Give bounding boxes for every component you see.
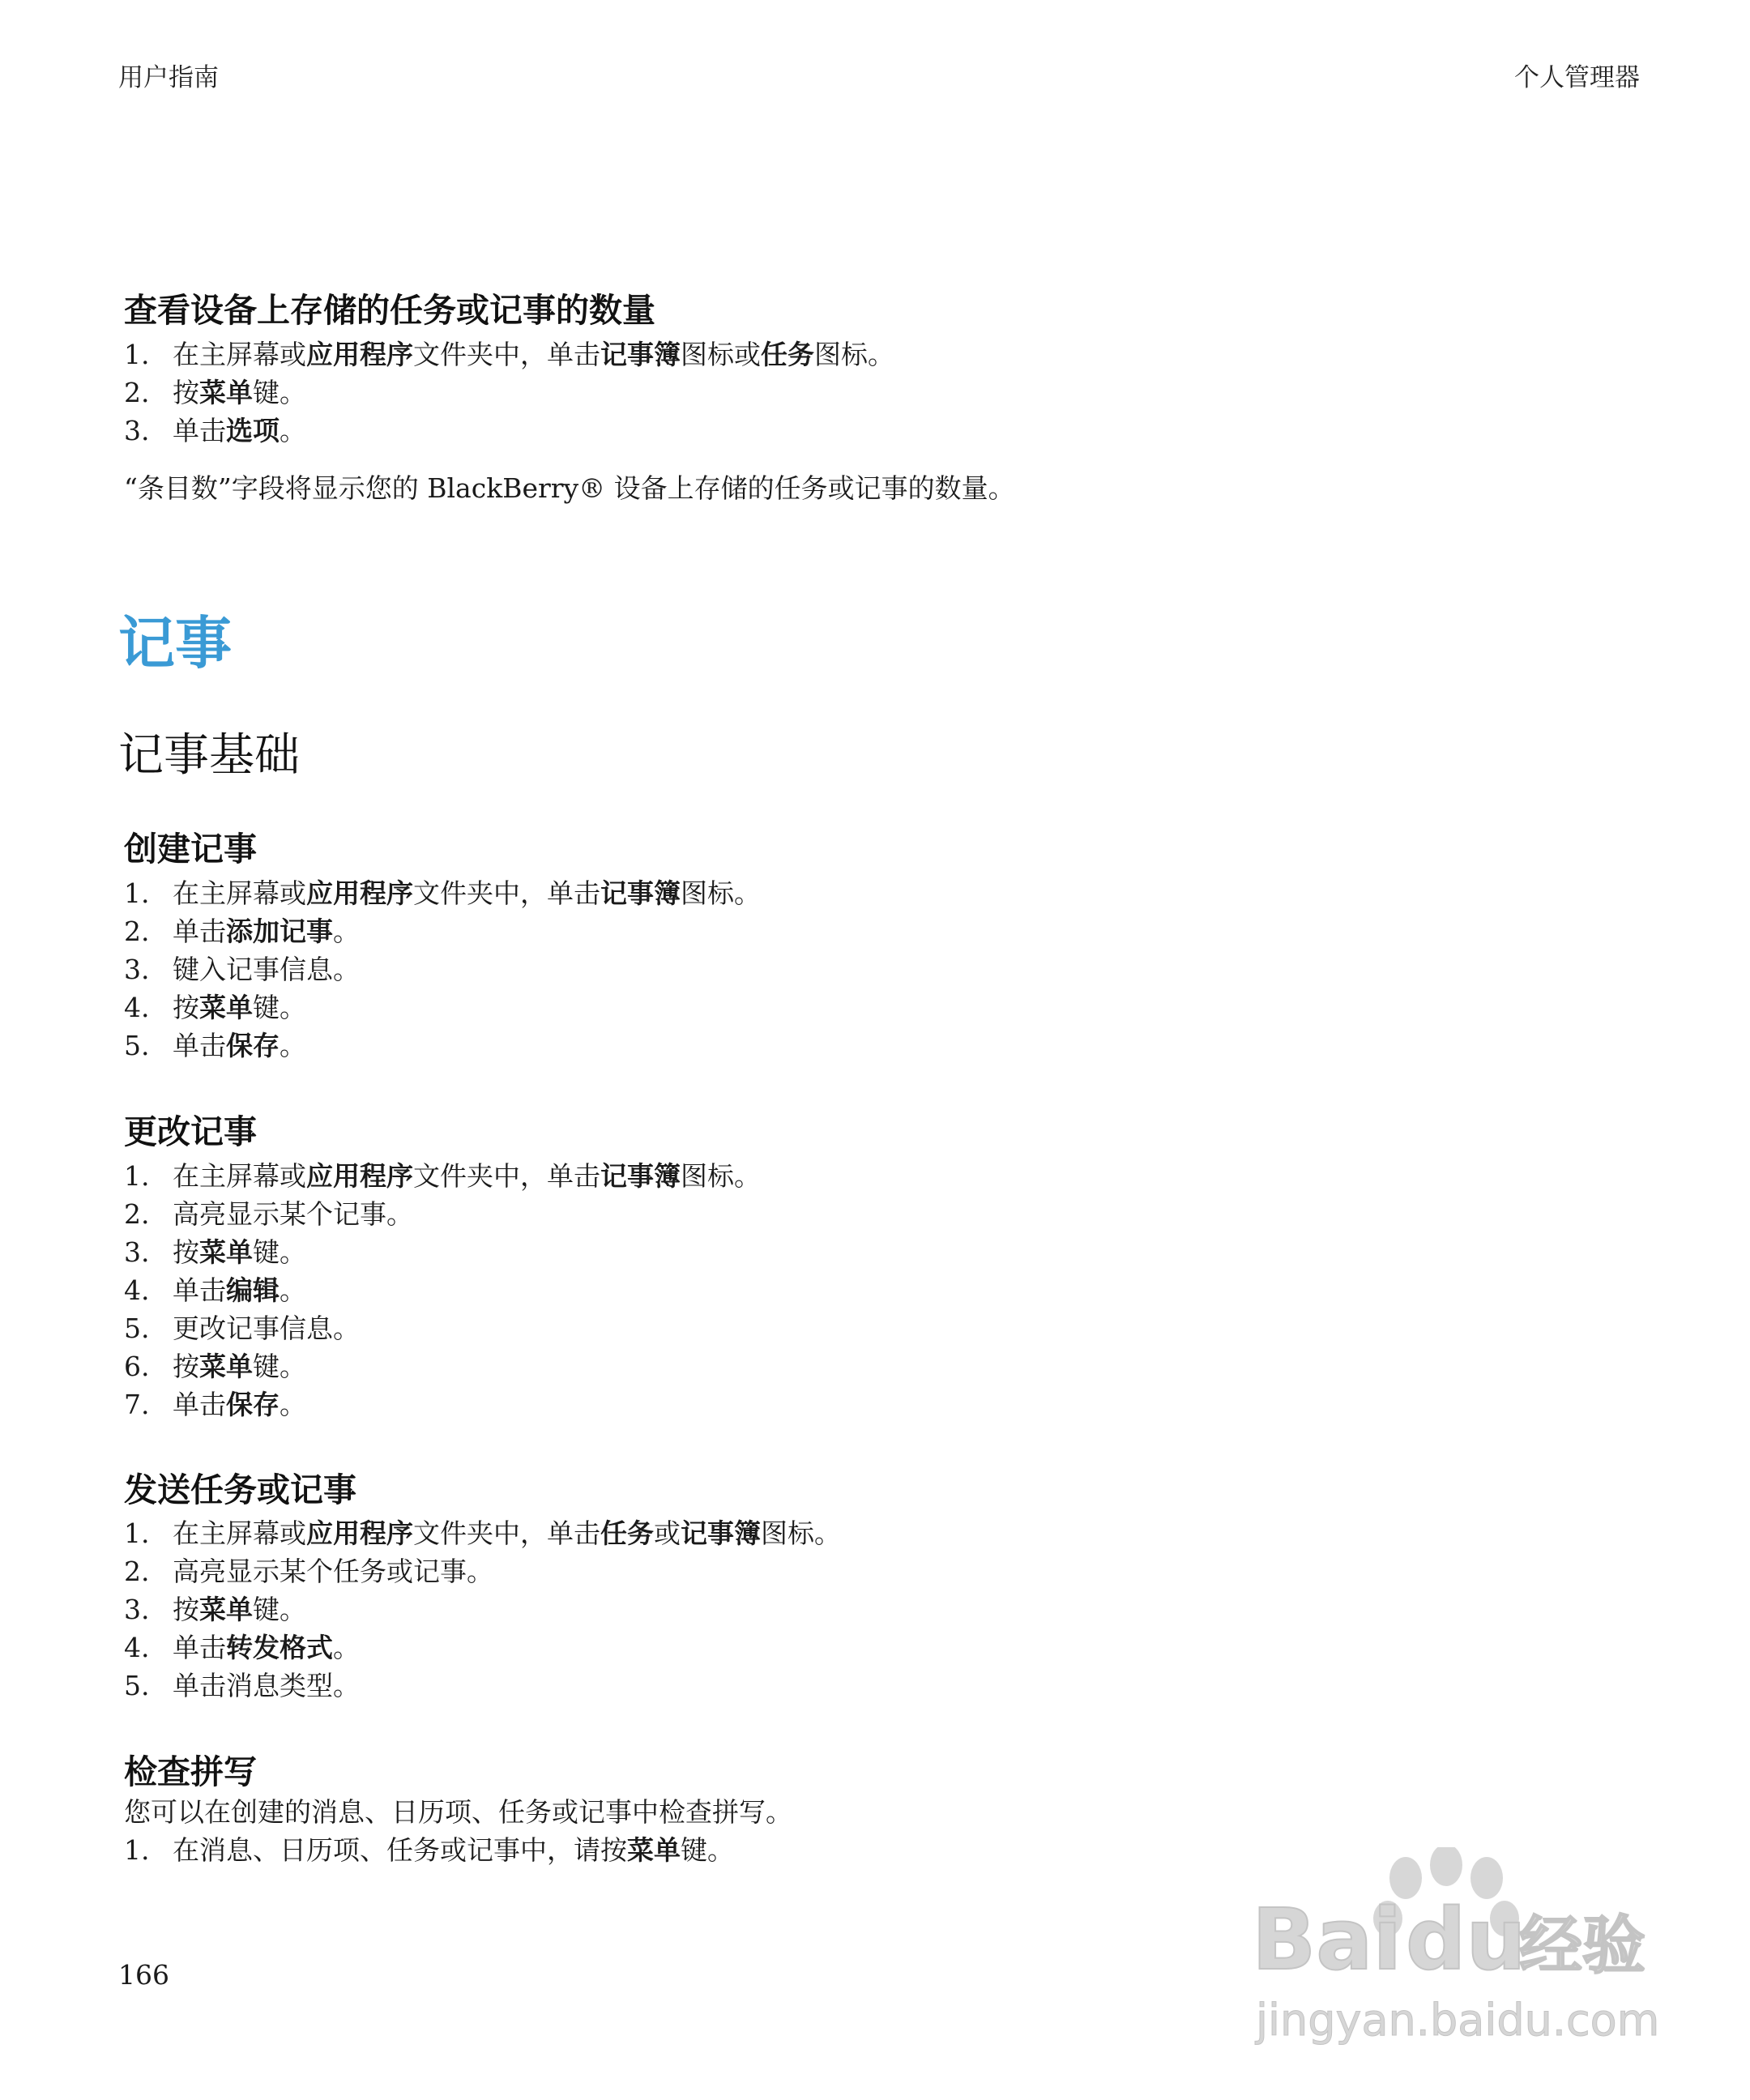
step-text: 在主屏幕或 [173, 877, 306, 909]
ui-term: 菜单 [199, 1594, 253, 1625]
ui-term: 转发格式 [226, 1632, 333, 1663]
step-text: 图标。 [681, 877, 761, 909]
step-text: 单击 [173, 1632, 226, 1663]
step-text: 按 [173, 1236, 199, 1268]
ui-term: 添加记事 [226, 916, 333, 947]
steps-view-count [124, 335, 894, 450]
step-text: 在主屏幕或 [173, 1160, 306, 1192]
step-text: 按 [173, 1351, 199, 1382]
ui-term: 应用程序 [306, 339, 413, 370]
step-number: 3. [124, 954, 150, 985]
step-text: 单击 [173, 916, 226, 947]
step-text: 单击 [173, 415, 226, 446]
step-number: 1. [124, 1834, 150, 1866]
step-text: 文件夹中，单击 [413, 877, 600, 909]
step-number: 4. [124, 1632, 150, 1663]
step-number: 5. [124, 1312, 150, 1344]
step-item [124, 1385, 761, 1423]
section-title-send: 发送任务或记事 [124, 1470, 356, 1509]
step-text: 键。 [681, 1834, 734, 1866]
steps-spell [124, 1831, 734, 1869]
ui-term: 任务 [600, 1517, 654, 1549]
step-number: 5. [124, 1030, 150, 1061]
step-text: 更改记事信息。 [173, 1312, 360, 1344]
step-text: 。 [280, 415, 306, 446]
ui-term: 菜单 [199, 1236, 253, 1268]
step-text: 文件夹中，单击 [413, 1517, 600, 1549]
steps-create [124, 874, 761, 1065]
step-number: 2. [124, 916, 150, 947]
step-text: 。 [333, 916, 360, 947]
step-item [124, 1157, 761, 1195]
ui-term: 选项 [226, 415, 280, 446]
step-item [124, 1233, 761, 1271]
section-title-view-count: 查看设备上存储的任务或记事的数量 [124, 291, 655, 330]
step-text: 高亮显示某个任务或记事。 [173, 1556, 493, 1587]
step-item [124, 1195, 761, 1233]
step-item [124, 1628, 841, 1667]
watermark-product: 经验 [1519, 1910, 1646, 1983]
steps-change [124, 1157, 761, 1423]
subchapter-title: 记事基础 [118, 729, 300, 782]
step-item [124, 912, 761, 950]
step-item [124, 1590, 841, 1628]
ui-term: 菜单 [199, 992, 253, 1023]
step-text: 在主屏幕或 [173, 1517, 306, 1549]
step-item [124, 1552, 841, 1590]
baidu-jingyan-watermark [1252, 1847, 1665, 2050]
step-number: 2. [124, 1198, 150, 1230]
step-text: 单击 [173, 1030, 226, 1061]
header-right: 个人管理器 [1514, 63, 1640, 92]
step-text: 。 [280, 1274, 306, 1306]
step-number: 2. [124, 377, 150, 408]
ui-term: 记事簿 [600, 1160, 681, 1192]
step-text: 文件夹中，单击 [413, 1160, 600, 1192]
section-title-spell: 检查拼写 [124, 1752, 257, 1791]
section-title-change: 更改记事 [124, 1112, 257, 1151]
step-text: 单击 [173, 1389, 226, 1420]
ui-term: 保存 [226, 1030, 280, 1061]
step-number: 4. [124, 1274, 150, 1306]
ui-term: 应用程序 [306, 1517, 413, 1549]
step-text: 图标。 [761, 1517, 841, 1549]
step-item [124, 1831, 734, 1869]
ui-term: 菜单 [627, 1834, 681, 1866]
view-count-note: “条目数”字段将显示您的 BlackBerry® 设备上存储的任务或记事的数量。 [124, 472, 1015, 504]
step-text: 图标或 [681, 339, 761, 370]
ui-term: 菜单 [199, 377, 253, 408]
step-item [124, 1667, 841, 1705]
step-text: 在消息、日历项、任务或记事中，请按 [173, 1834, 627, 1866]
step-item [124, 1027, 761, 1065]
step-text: 在主屏幕或 [173, 339, 306, 370]
step-item [124, 335, 894, 373]
ui-term: 记事簿 [600, 877, 681, 909]
step-item [124, 1271, 761, 1309]
watermark-brand-suffix: du [1406, 1890, 1526, 1989]
step-number: 1. [124, 1517, 150, 1549]
step-text: 键。 [253, 992, 306, 1023]
step-number: 7. [124, 1389, 150, 1420]
step-text: 键。 [253, 1351, 306, 1382]
step-number: 1. [124, 1160, 150, 1192]
step-item [124, 1514, 841, 1552]
step-text: 键入记事信息。 [173, 954, 360, 985]
header-left: 用户指南 [118, 63, 219, 92]
step-text: 键。 [253, 1236, 306, 1268]
step-number: 2. [124, 1556, 150, 1587]
step-number: 6. [124, 1351, 150, 1382]
watermark-brand: Bai [1252, 1890, 1402, 1989]
step-text: 图标。 [814, 339, 894, 370]
step-item [124, 874, 761, 912]
step-text: 键。 [253, 377, 306, 408]
step-item [124, 412, 894, 450]
ui-term: 应用程序 [306, 877, 413, 909]
section-title-create: 创建记事 [124, 830, 257, 869]
watermark-url: jingyan.baidu.com [1256, 1995, 1660, 2046]
steps-send [124, 1514, 841, 1705]
ui-term: 应用程序 [306, 1160, 413, 1192]
ui-term: 记事簿 [600, 339, 681, 370]
step-number: 3. [124, 1594, 150, 1625]
step-item [124, 1309, 761, 1347]
step-item [124, 1347, 761, 1385]
step-text: 按 [173, 992, 199, 1023]
step-text: 单击消息类型。 [173, 1670, 360, 1701]
spell-intro: 您可以在创建的消息、日历项、任务或记事中检查拼写。 [124, 1796, 792, 1828]
step-text: 按 [173, 377, 199, 408]
step-text: 。 [280, 1389, 306, 1420]
page-number: 166 [118, 1959, 169, 1991]
step-text: 键。 [253, 1594, 306, 1625]
step-number: 5. [124, 1670, 150, 1701]
step-text: 或 [654, 1517, 681, 1549]
step-number: 3. [124, 415, 150, 446]
step-number: 4. [124, 992, 150, 1023]
step-text: 。 [280, 1030, 306, 1061]
step-text: 。 [333, 1632, 360, 1663]
step-text: 图标。 [681, 1160, 761, 1192]
ui-term: 任务 [761, 339, 814, 370]
step-item [124, 373, 894, 412]
ui-term: 编辑 [226, 1274, 280, 1306]
chapter-title: 记事 [118, 610, 232, 677]
step-text: 文件夹中，单击 [413, 339, 600, 370]
step-text: 高亮显示某个记事。 [173, 1198, 413, 1230]
step-text: 按 [173, 1594, 199, 1625]
ui-term: 保存 [226, 1389, 280, 1420]
step-item [124, 988, 761, 1027]
step-number: 1. [124, 339, 150, 370]
step-number: 1. [124, 877, 150, 909]
step-item [124, 950, 761, 988]
step-text: 单击 [173, 1274, 226, 1306]
step-number: 3. [124, 1236, 150, 1268]
ui-term: 记事簿 [681, 1517, 761, 1549]
ui-term: 菜单 [199, 1351, 253, 1382]
